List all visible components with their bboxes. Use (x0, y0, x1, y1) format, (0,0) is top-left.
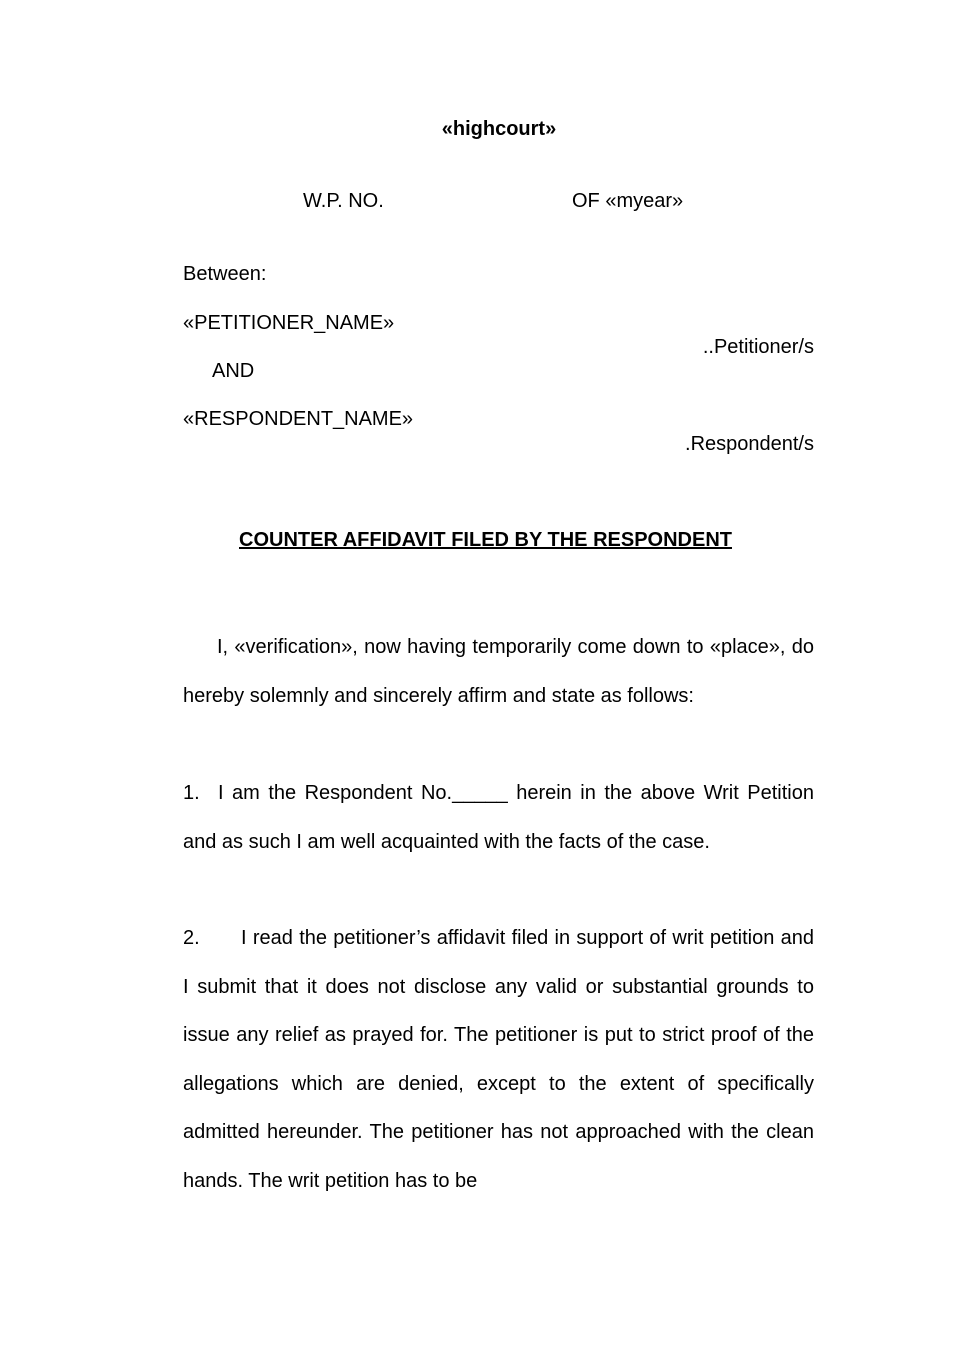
between-label: Between: (183, 263, 267, 285)
paragraph-2 (183, 914, 814, 1205)
paragraph-1 (183, 769, 814, 866)
paragraph-1-number: 1. (183, 782, 200, 804)
intro-paragraph (183, 623, 814, 720)
document-title: COUNTER AFFIDAVIT FILED BY THE RESPONDENT (239, 529, 732, 551)
respondent-role: .Respondent/s (685, 433, 814, 455)
intro-text: I, «verification», now having temporarily come down to «place», do hereby solemnly and sincerely affirm and state as follows: (183, 636, 814, 707)
paragraph-2-text: I read the petitioner’s affidavit filed in support of writ petition and I submit that it does not disclose any valid or substantial grounds to issue any relief as prayed for. The petitioner is put to strict proof of the allegations which are denied, except to the extent of specifically admitted hereunder. The petitioner has not approached with the clean hands. The writ petition has to be (183, 927, 814, 1192)
petitioner-role: ..Petitioner/s (702, 336, 814, 358)
writ-petition-number-label: W.P. NO. (303, 190, 384, 212)
paragraph-1-text: I am the Respondent No._____ herein in the above Writ Petition and as such I am well acquainted with the facts of the case. (183, 782, 814, 853)
and-label: AND (212, 360, 255, 382)
paragraph-2-number: 2. (183, 927, 200, 949)
petitioner-name: «PETITIONER_NAME» (183, 312, 395, 334)
court-name: «highcourt» (441, 118, 557, 140)
respondent-name: «RESPONDENT_NAME» (183, 408, 414, 430)
petition-year-label: OF «myear» (572, 190, 684, 212)
